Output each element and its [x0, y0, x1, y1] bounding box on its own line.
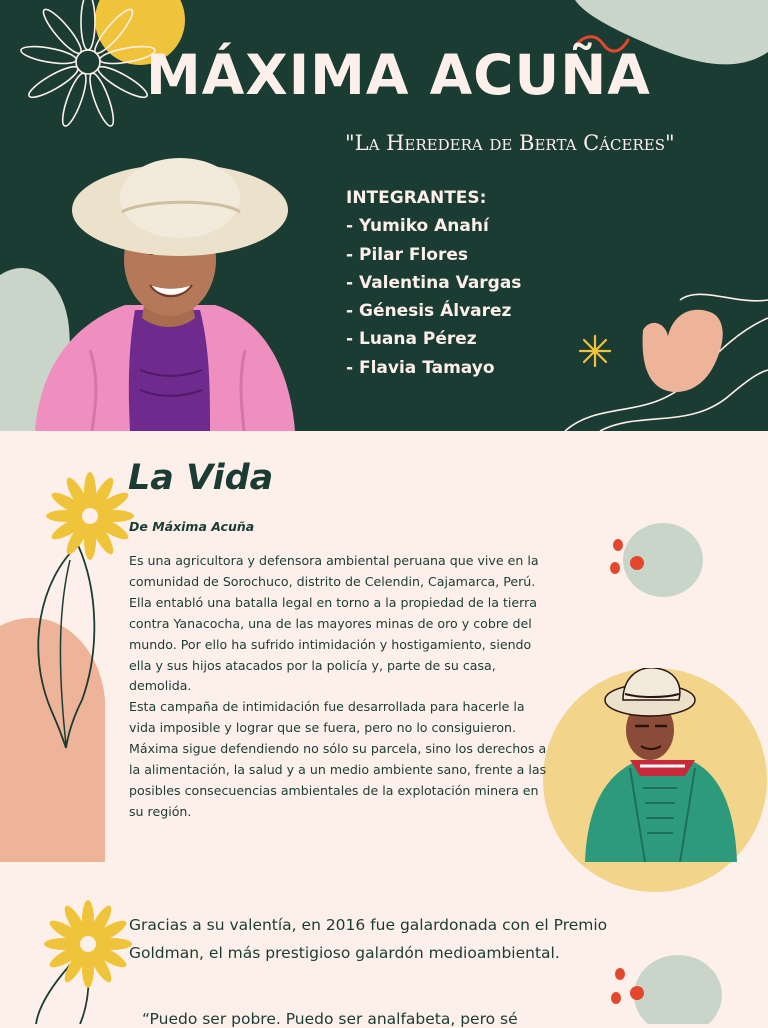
member-item: - Yumiko Anahí [346, 212, 521, 240]
members-block [346, 184, 521, 382]
yellow-flower-icon [44, 900, 132, 988]
members-heading: INTEGRANTES: [346, 188, 487, 208]
sage-blob-bottom [634, 955, 722, 1024]
yellow-flower-icon [46, 472, 134, 560]
members-list [346, 212, 521, 382]
member-item: - Flavia Tamayo [346, 354, 521, 382]
member-item: - Pilar Flores [346, 241, 521, 269]
section-subtitle: De Máxima Acuña [129, 519, 255, 534]
biography-paragraph: Es una agricultora y defensora ambiental peruana que vive en la comunidad de Sorochuco, distrito de Celendin, Cajamarca, Perú. Ella entabló una batalla legal en torno a la propiedad de la tierra contra Yanacocha, una de las mayores minas de oro y cobre del mundo. Por ello ha sufrido intimidación y hostigamiento, siendo ella y sus hijos atacados por la policía y, parte de su casa, demolida. [129, 553, 539, 694]
member-item: - Luana Pérez [346, 325, 521, 353]
tulip-shape [643, 310, 723, 392]
farmer-illustration [545, 668, 768, 862]
hero-banner [0, 0, 768, 431]
page-title: MÁXIMA ACUÑA [146, 43, 651, 107]
member-item: - Génesis Álvarez [346, 297, 521, 325]
star-sparkle-icon [580, 336, 610, 366]
peach-arch-shape [0, 618, 105, 862]
biography-paragraph: Esta campaña de intimidación fue desarrollada para hacerle la vida imposible y lograr que se fuera, pero no lo consiguieron. Máxima sigue defendiendo no sólo su parcela, sino los derechos a la alimentación, la salud y a un medio ambiente sano, frente a las posibles consecuencias ambientales de la explotación minera en su región. [129, 699, 547, 819]
biography-text [129, 551, 549, 823]
page-subtitle: "La Heredera de Berta Cáceres" [345, 131, 675, 155]
award-text: Gracias a su valentía, en 2016 fue galardonada con el Premio Goldman, el más prestigioso galardón medioambiental. [129, 916, 608, 962]
quote-text: “Puedo ser pobre. Puedo ser analfabeta, pero sé [142, 1010, 518, 1028]
portrait-image [30, 140, 305, 431]
section-title: La Vida [128, 458, 274, 498]
member-item: - Valentina Vargas [346, 269, 521, 297]
